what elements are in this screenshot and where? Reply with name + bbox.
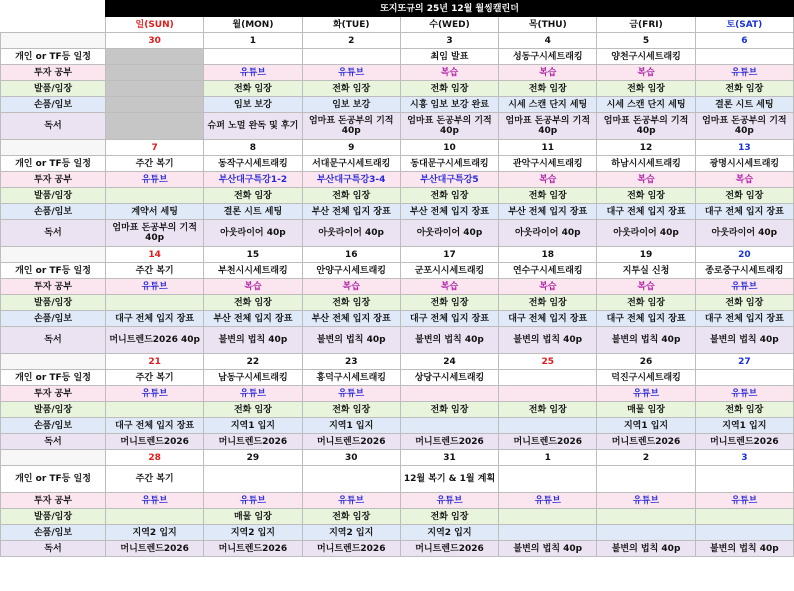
row-personal-schedule <box>1 370 794 386</box>
date-cell: 2 <box>597 450 695 466</box>
date-cell: 17 <box>400 247 498 263</box>
cell-personal-schedule[interactable]: 최임 발표 <box>400 49 498 65</box>
cell-personal-schedule[interactable]: 덕진구시세트래킹 <box>597 370 695 386</box>
cell-reading[interactable]: 불변의 법칙 40p <box>204 327 302 354</box>
row-investment-study <box>1 172 794 188</box>
cell-reading[interactable]: 머니트렌드2026 <box>204 541 302 557</box>
date-row-label <box>1 354 106 370</box>
cell-investment-study[interactable]: 복습 <box>499 65 597 81</box>
row-label-investment-study: 투자 공부 <box>1 65 106 81</box>
cell-field-visit[interactable] <box>106 81 204 97</box>
weekday-header-row <box>1 17 794 33</box>
cell-investment-study[interactable]: 부산대구특강1-2 <box>204 172 302 188</box>
cell-reading[interactable]: 아웃라이어 40p <box>204 220 302 247</box>
cell-reading[interactable]: 엄마표 돈공부의 기적 40p <box>695 113 793 140</box>
cell-investment-study[interactable]: 유튜브 <box>204 386 302 402</box>
cell-desk-research[interactable]: 부산 전체 입지 장표 <box>499 204 597 220</box>
cell-investment-study[interactable]: 유튜브 <box>695 65 793 81</box>
weekday-header: 금(FRI) <box>597 17 695 33</box>
row-desk-research <box>1 97 794 113</box>
cell-reading[interactable]: 머니트렌드2026 <box>695 434 793 450</box>
date-cell: 19 <box>597 247 695 263</box>
cell-reading[interactable]: 엄마표 돈공부의 기적 40p <box>499 113 597 140</box>
row-reading <box>1 434 794 450</box>
cell-personal-schedule[interactable] <box>499 370 597 386</box>
cell-desk-research[interactable] <box>499 525 597 541</box>
row-investment-study <box>1 493 794 509</box>
weekday-header: 일(SUN) <box>106 17 204 33</box>
cell-investment-study[interactable]: 유튜브 <box>597 493 695 509</box>
row-label-reading: 독서 <box>1 434 106 450</box>
cell-personal-schedule[interactable]: 양천구시세트래킹 <box>597 49 695 65</box>
cell-field-visit[interactable]: 전화 임장 <box>302 188 400 204</box>
cell-personal-schedule[interactable]: 부천시시세트래킹 <box>204 263 302 279</box>
date-cell: 9 <box>302 140 400 156</box>
cell-desk-research[interactable]: 대구 전체 입지 장표 <box>106 418 204 434</box>
cell-reading[interactable]: 엄마표 돈공부의 기적 40p <box>106 220 204 247</box>
cell-desk-research[interactable] <box>106 97 204 113</box>
cell-personal-schedule[interactable] <box>302 49 400 65</box>
date-cell: 3 <box>400 33 498 49</box>
date-cell: 1 <box>499 450 597 466</box>
cell-field-visit[interactable]: 전화 임장 <box>302 295 400 311</box>
corner-cell <box>1 1 106 17</box>
row-label-reading: 독서 <box>1 113 106 140</box>
cell-field-visit[interactable]: 전화 임장 <box>695 295 793 311</box>
cell-personal-schedule[interactable] <box>695 370 793 386</box>
row-field-visit <box>1 295 794 311</box>
cell-desk-research[interactable]: 지역2 입지 <box>106 525 204 541</box>
cell-reading[interactable]: 불변의 법칙 40p <box>597 541 695 557</box>
cell-desk-research[interactable]: 부산 전체 입지 장표 <box>302 311 400 327</box>
date-cell: 8 <box>204 140 302 156</box>
cell-field-visit[interactable] <box>106 295 204 311</box>
cell-desk-research[interactable]: 대구 전체 입지 장표 <box>597 311 695 327</box>
date-cell: 21 <box>106 354 204 370</box>
cell-desk-research[interactable]: 지역2 입지 <box>204 525 302 541</box>
cell-field-visit[interactable]: 전화 임장 <box>499 295 597 311</box>
cell-reading[interactable]: 불변의 법칙 40p <box>695 327 793 354</box>
cell-investment-study[interactable] <box>106 65 204 81</box>
date-cell: 18 <box>499 247 597 263</box>
cell-investment-study[interactable] <box>400 386 498 402</box>
cell-investment-study[interactable]: 유튜브 <box>106 386 204 402</box>
cell-investment-study[interactable]: 유튜브 <box>106 493 204 509</box>
week-date-row <box>1 33 794 49</box>
cell-investment-study[interactable]: 유튜브 <box>695 279 793 295</box>
row-investment-study <box>1 279 794 295</box>
date-row-label <box>1 450 106 466</box>
date-cell: 1 <box>204 33 302 49</box>
cell-desk-research[interactable] <box>695 525 793 541</box>
date-cell: 2 <box>302 33 400 49</box>
cell-investment-study[interactable]: 복습 <box>400 279 498 295</box>
cell-reading[interactable]: 머니트렌드2026 <box>302 434 400 450</box>
cell-desk-research[interactable]: 임보 보강 <box>302 97 400 113</box>
cell-reading[interactable]: 엄마표 돈공부의 기적 40p <box>400 113 498 140</box>
row-label-personal-schedule: 개인 or TF등 일정 <box>1 370 106 386</box>
cell-reading[interactable]: 머니트렌드2026 <box>302 541 400 557</box>
cell-reading[interactable]: 머니트렌드2026 40p <box>106 327 204 354</box>
cell-field-visit[interactable] <box>106 188 204 204</box>
cell-investment-study[interactable]: 복습 <box>499 279 597 295</box>
week-date-row <box>1 247 794 263</box>
date-cell: 10 <box>400 140 498 156</box>
cell-field-visit[interactable] <box>106 402 204 418</box>
cell-desk-research[interactable]: 부산 전체 입지 장표 <box>204 311 302 327</box>
cell-personal-schedule[interactable]: 상당구시세트래킹 <box>400 370 498 386</box>
cell-personal-schedule[interactable]: 관악구시세트래킹 <box>499 156 597 172</box>
cell-desk-research[interactable]: 대구 전체 입지 장표 <box>695 204 793 220</box>
cell-personal-schedule[interactable] <box>695 466 793 493</box>
row-field-visit <box>1 188 794 204</box>
cell-investment-study[interactable]: 유튜브 <box>204 493 302 509</box>
weekday-header: 수(WED) <box>400 17 498 33</box>
row-label-desk-research: 손품/임보 <box>1 525 106 541</box>
row-label-field-visit: 발품/임장 <box>1 188 106 204</box>
cell-investment-study[interactable]: 복습 <box>597 65 695 81</box>
cell-field-visit[interactable]: 전화 임장 <box>499 81 597 97</box>
cell-field-visit[interactable]: 전화 임장 <box>400 402 498 418</box>
cell-field-visit[interactable]: 매물 임장 <box>597 402 695 418</box>
cell-desk-research[interactable]: 지역2 입지 <box>400 525 498 541</box>
date-cell: 4 <box>499 33 597 49</box>
cell-personal-schedule[interactable] <box>204 49 302 65</box>
cell-field-visit[interactable] <box>597 509 695 525</box>
cell-personal-schedule[interactable]: 군포시시세트래킹 <box>400 263 498 279</box>
cell-desk-research[interactable]: 지역1 입지 <box>302 418 400 434</box>
week-date-row <box>1 354 794 370</box>
cell-desk-research[interactable]: 지역2 입지 <box>302 525 400 541</box>
row-reading <box>1 113 794 140</box>
row-label-desk-research: 손품/임보 <box>1 204 106 220</box>
cell-field-visit[interactable] <box>499 509 597 525</box>
row-label-reading: 독서 <box>1 327 106 354</box>
cell-personal-schedule[interactable]: 서대문구시세트래킹 <box>302 156 400 172</box>
cell-personal-schedule[interactable]: 하남시시세트래킹 <box>597 156 695 172</box>
cell-desk-research[interactable]: 지역1 입지 <box>204 418 302 434</box>
date-cell: 25 <box>499 354 597 370</box>
cell-reading[interactable]: 머니트렌드2026 <box>400 541 498 557</box>
date-row-label <box>1 140 106 156</box>
weekday-corner <box>1 17 106 33</box>
cell-reading[interactable]: 엄마표 돈공부의 기적 40p <box>302 113 400 140</box>
cell-personal-schedule[interactable]: 주간 복기 <box>106 156 204 172</box>
cell-investment-study[interactable]: 유튜브 <box>695 386 793 402</box>
cell-investment-study[interactable] <box>499 386 597 402</box>
cell-field-visit[interactable]: 전화 임장 <box>400 295 498 311</box>
row-label-investment-study: 투자 공부 <box>1 279 106 295</box>
cell-investment-study[interactable]: 복습 <box>499 172 597 188</box>
date-cell: 12 <box>597 140 695 156</box>
row-personal-schedule <box>1 263 794 279</box>
cell-field-visit[interactable]: 전화 임장 <box>302 509 400 525</box>
cell-desk-research[interactable]: 지역1 입지 <box>597 418 695 434</box>
row-desk-research <box>1 418 794 434</box>
row-label-personal-schedule: 개인 or TF등 일정 <box>1 263 106 279</box>
date-cell: 27 <box>695 354 793 370</box>
cell-reading[interactable]: 아웃라이어 40p <box>302 220 400 247</box>
cell-desk-research[interactable]: 시세 스캔 단지 세팅 <box>597 97 695 113</box>
cell-personal-schedule[interactable]: 안양구시세트래킹 <box>302 263 400 279</box>
cell-investment-study[interactable]: 유튜브 <box>302 65 400 81</box>
date-cell: 3 <box>695 450 793 466</box>
cell-reading[interactable]: 불변의 법칙 40p <box>695 541 793 557</box>
row-label-personal-schedule: 개인 or TF등 일정 <box>1 49 106 65</box>
cell-personal-schedule[interactable]: 12월 복기 & 1월 계획 <box>400 466 498 493</box>
cell-desk-research[interactable] <box>400 418 498 434</box>
date-cell: 13 <box>695 140 793 156</box>
cell-reading[interactable]: 머니트렌드2026 <box>499 434 597 450</box>
cell-desk-research[interactable]: 시세 스캔 단지 세팅 <box>499 97 597 113</box>
cell-desk-research[interactable] <box>597 525 695 541</box>
row-investment-study <box>1 386 794 402</box>
cell-investment-study[interactable]: 부산대구특강3-4 <box>302 172 400 188</box>
date-cell: 26 <box>597 354 695 370</box>
cell-desk-research[interactable]: 대구 전체 입지 장표 <box>400 311 498 327</box>
cell-desk-research[interactable]: 결론 시트 세팅 <box>204 204 302 220</box>
cell-investment-study[interactable]: 유튜브 <box>302 386 400 402</box>
cell-field-visit[interactable]: 매물 임장 <box>204 509 302 525</box>
cell-personal-schedule[interactable] <box>106 49 204 65</box>
row-field-visit <box>1 509 794 525</box>
row-label-field-visit: 발품/임장 <box>1 402 106 418</box>
weekday-header: 화(TUE) <box>302 17 400 33</box>
cell-field-visit[interactable]: 전화 임장 <box>695 402 793 418</box>
date-cell: 28 <box>106 450 204 466</box>
row-reading <box>1 327 794 354</box>
cell-desk-research[interactable] <box>499 418 597 434</box>
cell-reading[interactable] <box>106 113 204 140</box>
row-label-field-visit: 발품/임장 <box>1 509 106 525</box>
cell-field-visit[interactable]: 전화 임장 <box>302 402 400 418</box>
row-label-personal-schedule: 개인 or TF등 일정 <box>1 156 106 172</box>
cell-field-visit[interactable] <box>106 509 204 525</box>
row-label-investment-study: 투자 공부 <box>1 493 106 509</box>
date-cell: 16 <box>302 247 400 263</box>
row-desk-research <box>1 525 794 541</box>
cell-investment-study[interactable]: 부산대구특강5 <box>400 172 498 188</box>
cell-desk-research[interactable]: 시흥 임보 보강 완료 <box>400 97 498 113</box>
cell-desk-research[interactable]: 지역1 입지 <box>695 418 793 434</box>
calendar-title: 또지또규의 25년 12월 월씽캘린더 <box>106 1 794 17</box>
cell-field-visit[interactable]: 전화 임장 <box>400 188 498 204</box>
cell-personal-schedule[interactable]: 지투실 신청 <box>597 263 695 279</box>
cell-reading[interactable]: 엄마표 돈공부의 기적 40p <box>597 113 695 140</box>
date-row-label <box>1 33 106 49</box>
cell-field-visit[interactable]: 전화 임장 <box>499 188 597 204</box>
cell-field-visit[interactable]: 전화 임장 <box>400 509 498 525</box>
cell-reading[interactable]: 불변의 법칙 40p <box>499 327 597 354</box>
cell-reading[interactable]: 머니트렌드2026 <box>204 434 302 450</box>
cell-reading[interactable]: 머니트렌드2026 <box>597 434 695 450</box>
weekday-header: 토(SAT) <box>695 17 793 33</box>
cell-investment-study[interactable]: 복습 <box>400 65 498 81</box>
row-label-reading: 독서 <box>1 220 106 247</box>
cell-reading[interactable]: 아웃라이어 40p <box>400 220 498 247</box>
cell-investment-study[interactable]: 유튜브 <box>106 172 204 188</box>
row-label-investment-study: 투자 공부 <box>1 172 106 188</box>
cell-field-visit[interactable]: 전화 임장 <box>695 188 793 204</box>
row-personal-schedule <box>1 49 794 65</box>
cell-personal-schedule[interactable] <box>597 466 695 493</box>
row-label-desk-research: 손품/임보 <box>1 418 106 434</box>
cell-investment-study[interactable]: 복습 <box>204 279 302 295</box>
cell-field-visit[interactable]: 전화 임장 <box>204 81 302 97</box>
cell-investment-study[interactable]: 유튜브 <box>695 493 793 509</box>
row-label-desk-research: 손품/임보 <box>1 311 106 327</box>
row-label-personal-schedule: 개인 or TF등 일정 <box>1 466 106 493</box>
date-cell: 24 <box>400 354 498 370</box>
cell-personal-schedule[interactable]: 동대문구시세트래킹 <box>400 156 498 172</box>
cell-field-visit[interactable]: 전화 임장 <box>204 188 302 204</box>
cell-investment-study[interactable]: 유튜브 <box>106 279 204 295</box>
cell-field-visit[interactable]: 전화 임장 <box>597 81 695 97</box>
date-cell: 15 <box>204 247 302 263</box>
date-cell: 11 <box>499 140 597 156</box>
cell-reading[interactable]: 슈퍼 노멀 완독 및 후기 <box>204 113 302 140</box>
cell-personal-schedule[interactable]: 주간 복기 <box>106 370 204 386</box>
cell-personal-schedule[interactable] <box>499 466 597 493</box>
cell-desk-research[interactable]: 대구 전체 입지 장표 <box>499 311 597 327</box>
cell-reading[interactable]: 불변의 법칙 40p <box>400 327 498 354</box>
date-cell: 22 <box>204 354 302 370</box>
cell-reading[interactable]: 머니트렌드2026 <box>106 434 204 450</box>
cell-field-visit[interactable]: 전화 임장 <box>695 81 793 97</box>
cell-desk-research[interactable]: 임보 보강 <box>204 97 302 113</box>
row-reading <box>1 541 794 557</box>
row-field-visit <box>1 81 794 97</box>
row-label-desk-research: 손품/임보 <box>1 97 106 113</box>
cell-investment-study[interactable]: 복습 <box>302 279 400 295</box>
cell-desk-research[interactable]: 대구 전체 입지 장표 <box>695 311 793 327</box>
date-cell: 31 <box>400 450 498 466</box>
week-date-row <box>1 450 794 466</box>
cell-investment-study[interactable]: 복습 <box>597 279 695 295</box>
cell-reading[interactable]: 불변의 법칙 40p <box>499 541 597 557</box>
date-cell: 7 <box>106 140 204 156</box>
date-cell: 30 <box>106 33 204 49</box>
date-cell: 29 <box>204 450 302 466</box>
cell-personal-schedule[interactable]: 주간 복기 <box>106 466 204 493</box>
row-personal-schedule <box>1 466 794 493</box>
row-desk-research <box>1 204 794 220</box>
cell-field-visit[interactable]: 전화 임장 <box>302 81 400 97</box>
date-cell: 6 <box>695 33 793 49</box>
cell-field-visit[interactable]: 전화 임장 <box>597 188 695 204</box>
row-label-field-visit: 발품/임장 <box>1 295 106 311</box>
cell-personal-schedule[interactable] <box>695 49 793 65</box>
cell-personal-schedule[interactable] <box>302 466 400 493</box>
cell-reading[interactable]: 아웃라이어 40p <box>695 220 793 247</box>
date-cell: 30 <box>302 450 400 466</box>
date-cell: 23 <box>302 354 400 370</box>
date-row-label <box>1 247 106 263</box>
cell-personal-schedule[interactable]: 주간 복기 <box>106 263 204 279</box>
cell-investment-study[interactable]: 복습 <box>695 172 793 188</box>
cell-desk-research[interactable]: 계약서 세팅 <box>106 204 204 220</box>
cell-investment-study[interactable]: 유튜브 <box>302 493 400 509</box>
cell-reading[interactable]: 불변의 법칙 40p <box>302 327 400 354</box>
cell-investment-study[interactable]: 유튜브 <box>597 386 695 402</box>
cell-investment-study[interactable]: 유튜브 <box>204 65 302 81</box>
weekday-header: 목(THU) <box>499 17 597 33</box>
row-reading <box>1 220 794 247</box>
row-desk-research <box>1 311 794 327</box>
cell-field-visit[interactable]: 전화 임장 <box>499 402 597 418</box>
cell-field-visit[interactable]: 전화 임장 <box>204 402 302 418</box>
cell-desk-research[interactable]: 결론 시트 세팅 <box>695 97 793 113</box>
cell-desk-research[interactable]: 대구 전체 입지 장표 <box>597 204 695 220</box>
cell-personal-schedule[interactable]: 종로중구시세트래킹 <box>695 263 793 279</box>
cell-reading[interactable]: 머니트렌드2026 <box>400 434 498 450</box>
week-date-row <box>1 140 794 156</box>
cell-reading[interactable]: 아웃라이어 40p <box>597 220 695 247</box>
cell-personal-schedule[interactable]: 광명시시세트래킹 <box>695 156 793 172</box>
cell-desk-research[interactable]: 대구 전체 입지 장표 <box>106 311 204 327</box>
cell-desk-research[interactable]: 부산 전체 입지 장표 <box>302 204 400 220</box>
cell-field-visit[interactable]: 전화 임장 <box>204 295 302 311</box>
date-cell: 20 <box>695 247 793 263</box>
cell-personal-schedule[interactable]: 성동구시세트래킹 <box>499 49 597 65</box>
date-cell: 5 <box>597 33 695 49</box>
row-personal-schedule <box>1 156 794 172</box>
cell-investment-study[interactable]: 유튜브 <box>400 493 498 509</box>
cell-reading[interactable]: 머니트렌드2026 <box>106 541 204 557</box>
row-investment-study <box>1 65 794 81</box>
cell-personal-schedule[interactable] <box>204 466 302 493</box>
cell-desk-research[interactable]: 부산 전체 입지 장표 <box>400 204 498 220</box>
cell-field-visit[interactable]: 전화 임장 <box>400 81 498 97</box>
cell-investment-study[interactable]: 복습 <box>597 172 695 188</box>
cell-personal-schedule[interactable]: 홍덕구시세트래킹 <box>302 370 400 386</box>
row-label-reading: 독서 <box>1 541 106 557</box>
cell-field-visit[interactable] <box>695 509 793 525</box>
date-cell: 14 <box>106 247 204 263</box>
row-label-field-visit: 발품/임장 <box>1 81 106 97</box>
cell-field-visit[interactable]: 전화 임장 <box>597 295 695 311</box>
cell-reading[interactable]: 아웃라이어 40p <box>499 220 597 247</box>
weekday-header: 월(MON) <box>204 17 302 33</box>
cell-personal-schedule[interactable]: 남동구시세트래킹 <box>204 370 302 386</box>
cell-personal-schedule[interactable]: 연수구시세트래킹 <box>499 263 597 279</box>
row-label-investment-study: 투자 공부 <box>1 386 106 402</box>
cell-investment-study[interactable]: 유튜브 <box>499 493 597 509</box>
cell-reading[interactable]: 불변의 법칙 40p <box>597 327 695 354</box>
row-field-visit <box>1 402 794 418</box>
cell-personal-schedule[interactable]: 동작구시세트래킹 <box>204 156 302 172</box>
